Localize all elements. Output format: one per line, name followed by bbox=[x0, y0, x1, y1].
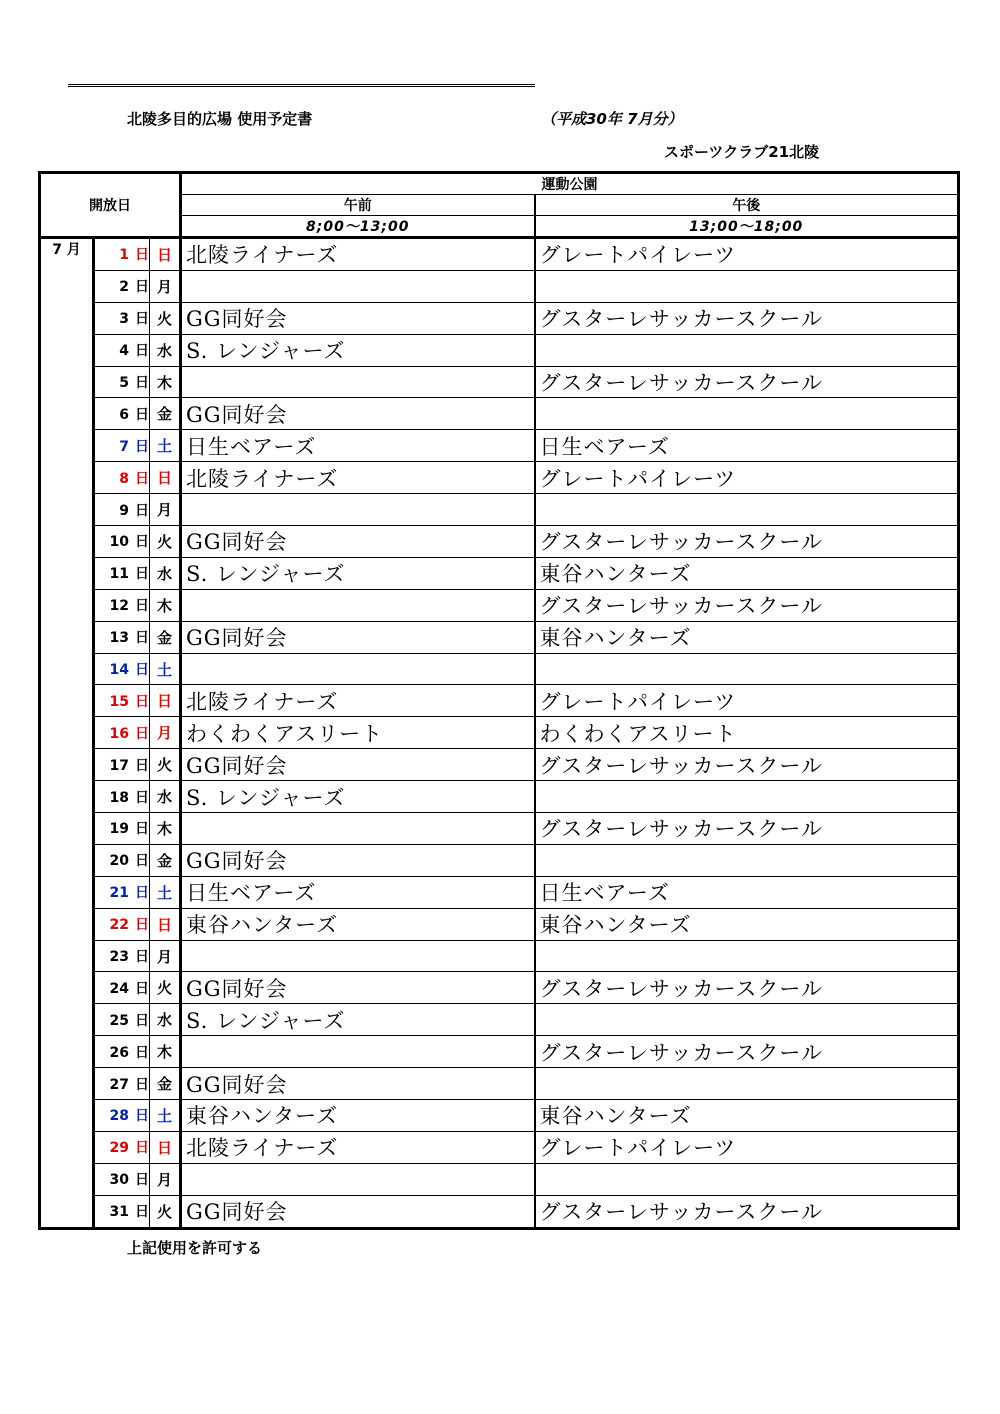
day-number bbox=[94, 398, 150, 430]
weekday: 金 bbox=[150, 1068, 181, 1100]
table-row bbox=[40, 462, 959, 494]
am-booking bbox=[181, 940, 535, 972]
am-booking: GG同好会 bbox=[181, 749, 535, 781]
weekday: 土 bbox=[150, 653, 181, 685]
day-suffix: 日 bbox=[135, 1076, 149, 1093]
pm-booking: 日生ベアーズ bbox=[535, 430, 959, 462]
day-number-value: 10 bbox=[109, 534, 129, 551]
am-booking bbox=[181, 366, 535, 398]
day-number bbox=[94, 781, 150, 813]
day-number-value: 27 bbox=[109, 1076, 129, 1093]
pm-booking: 東谷ハンターズ bbox=[535, 1100, 959, 1132]
day-number-value: 2 bbox=[119, 279, 129, 296]
table-row bbox=[40, 1068, 959, 1100]
am-booking: GG同好会 bbox=[181, 302, 535, 334]
day-number-value: 8 bbox=[119, 470, 129, 487]
pm-booking: グスターレサッカースクール bbox=[535, 972, 959, 1004]
am-booking: S. レンジャーズ bbox=[181, 334, 535, 366]
weekday: 木 bbox=[150, 366, 181, 398]
pm-booking bbox=[535, 940, 959, 972]
table-row bbox=[40, 1131, 959, 1163]
weekday: 火 bbox=[150, 1195, 181, 1228]
day-number bbox=[94, 494, 150, 526]
day-number-value: 6 bbox=[119, 406, 129, 423]
day-number-value: 11 bbox=[109, 566, 129, 583]
am-booking: 北陵ライナーズ bbox=[181, 1131, 535, 1163]
pm-booking: グスターレサッカースクール bbox=[535, 526, 959, 558]
am-booking: S. レンジャーズ bbox=[181, 557, 535, 589]
day-number-value: 9 bbox=[119, 502, 129, 519]
table-row bbox=[40, 334, 959, 366]
pm-booking: グスターレサッカースクール bbox=[535, 589, 959, 621]
day-number-value: 23 bbox=[109, 949, 129, 966]
pm-booking: グレートパイレーツ bbox=[535, 1131, 959, 1163]
approval-note: 上記使用を許可する bbox=[127, 1239, 263, 1257]
am-booking: GG同好会 bbox=[181, 844, 535, 876]
weekday: 日 bbox=[150, 238, 181, 271]
am-booking bbox=[181, 270, 535, 302]
day-suffix: 日 bbox=[135, 630, 149, 647]
day-number-value: 20 bbox=[109, 853, 129, 870]
day-number bbox=[94, 1004, 150, 1036]
day-suffix: 日 bbox=[135, 789, 149, 806]
weekday: 木 bbox=[150, 589, 181, 621]
day-number bbox=[94, 1163, 150, 1195]
am-booking: 日生ベアーズ bbox=[181, 430, 535, 462]
am-booking bbox=[181, 494, 535, 526]
pm-booking: グレートパイレーツ bbox=[535, 685, 959, 717]
day-suffix: 日 bbox=[135, 566, 149, 583]
weekday: 金 bbox=[150, 621, 181, 653]
day-number-value: 3 bbox=[119, 311, 129, 328]
am-booking: 日生ベアーズ bbox=[181, 876, 535, 908]
am-header: 午前 bbox=[181, 195, 535, 216]
weekday: 木 bbox=[150, 1036, 181, 1068]
weekday: 金 bbox=[150, 398, 181, 430]
day-suffix: 日 bbox=[135, 375, 149, 391]
day-number-value: 25 bbox=[109, 1012, 129, 1029]
table-row bbox=[40, 749, 959, 781]
day-suffix: 日 bbox=[135, 1172, 149, 1189]
day-suffix: 日 bbox=[135, 693, 149, 710]
am-booking: 北陵ライナーズ bbox=[181, 238, 535, 271]
pm-booking: グレートパイレーツ bbox=[535, 462, 959, 494]
pm-booking bbox=[535, 1163, 959, 1195]
day-suffix: 日 bbox=[135, 279, 149, 296]
table-row bbox=[40, 589, 959, 621]
day-number-value: 1 bbox=[119, 247, 129, 264]
day-suffix: 日 bbox=[135, 438, 149, 455]
day-suffix: 日 bbox=[135, 757, 149, 774]
day-number bbox=[94, 462, 150, 494]
am-booking: わくわくアスリート bbox=[181, 717, 535, 749]
document-title: 北陵多目的広場 使用予定書 bbox=[127, 110, 313, 128]
table-row bbox=[40, 844, 959, 876]
am-booking bbox=[181, 589, 535, 621]
weekday: 土 bbox=[150, 876, 181, 908]
day-suffix: 日 bbox=[135, 247, 149, 264]
day-number bbox=[94, 557, 150, 589]
pm-booking bbox=[535, 1004, 959, 1036]
table-row bbox=[40, 557, 959, 589]
am-booking bbox=[181, 813, 535, 845]
document-period: （平成30年 7月分） bbox=[541, 110, 683, 128]
day-number bbox=[94, 844, 150, 876]
table-row bbox=[40, 1163, 959, 1195]
weekday: 火 bbox=[150, 749, 181, 781]
weekday: 火 bbox=[150, 302, 181, 334]
day-suffix: 日 bbox=[135, 1012, 149, 1029]
am-booking: GG同好会 bbox=[181, 526, 535, 558]
day-suffix: 日 bbox=[135, 1140, 149, 1157]
day-number bbox=[94, 972, 150, 1004]
table-row bbox=[40, 1195, 959, 1228]
day-number-value: 24 bbox=[109, 980, 129, 997]
am-booking: 北陵ライナーズ bbox=[181, 685, 535, 717]
day-number bbox=[94, 717, 150, 749]
weekday: 木 bbox=[150, 813, 181, 845]
pm-booking: グスターレサッカースクール bbox=[535, 302, 959, 334]
day-suffix: 日 bbox=[135, 853, 149, 870]
table-row bbox=[40, 430, 959, 462]
table-row bbox=[40, 1100, 959, 1132]
day-number-value: 21 bbox=[109, 885, 129, 902]
weekday: 月 bbox=[150, 1163, 181, 1195]
day-suffix: 日 bbox=[135, 406, 149, 423]
day-number-value: 12 bbox=[109, 598, 129, 615]
pm-booking: 東谷ハンターズ bbox=[535, 557, 959, 589]
table-row bbox=[40, 238, 959, 271]
table-row bbox=[40, 781, 959, 813]
pm-booking: グスターレサッカースクール bbox=[535, 366, 959, 398]
weekday: 水 bbox=[150, 1004, 181, 1036]
table-row bbox=[40, 940, 959, 972]
weekday: 月 bbox=[150, 270, 181, 302]
am-booking: 北陵ライナーズ bbox=[181, 462, 535, 494]
day-suffix: 日 bbox=[135, 598, 149, 615]
table-row bbox=[40, 653, 959, 685]
table-row bbox=[40, 270, 959, 302]
weekday: 土 bbox=[150, 1100, 181, 1132]
day-number-value: 4 bbox=[119, 343, 129, 360]
day-suffix: 日 bbox=[135, 821, 149, 838]
am-booking: GG同好会 bbox=[181, 1195, 535, 1228]
pm-booking: グスターレサッカースクール bbox=[535, 1195, 959, 1228]
day-suffix: 日 bbox=[135, 885, 149, 902]
day-suffix: 日 bbox=[135, 917, 149, 934]
day-suffix: 日 bbox=[135, 1108, 149, 1125]
pm-booking: 東谷ハンターズ bbox=[535, 908, 959, 940]
am-booking: GG同好会 bbox=[181, 972, 535, 1004]
day-number-value: 14 bbox=[109, 662, 129, 679]
table-row bbox=[40, 494, 959, 526]
day-suffix: 日 bbox=[135, 1204, 149, 1221]
day-suffix: 日 bbox=[135, 343, 149, 360]
day-number-value: 28 bbox=[109, 1108, 129, 1125]
weekday: 日 bbox=[150, 908, 181, 940]
day-number bbox=[94, 876, 150, 908]
pm-booking bbox=[535, 844, 959, 876]
weekday: 日 bbox=[150, 1131, 181, 1163]
table-row bbox=[40, 908, 959, 940]
am-booking bbox=[181, 1163, 535, 1195]
table-row bbox=[40, 398, 959, 430]
top-rule bbox=[68, 84, 535, 87]
table-row bbox=[40, 813, 959, 845]
table-row bbox=[40, 717, 959, 749]
table-row bbox=[40, 621, 959, 653]
weekday: 土 bbox=[150, 430, 181, 462]
day-number bbox=[94, 589, 150, 621]
table-row bbox=[40, 1036, 959, 1068]
day-number-value: 19 bbox=[109, 821, 129, 838]
organization-name: スポーツクラブ21北陵 bbox=[664, 143, 820, 161]
weekday: 月 bbox=[150, 494, 181, 526]
pm-booking: わくわくアスリート bbox=[535, 717, 959, 749]
pm-booking bbox=[535, 334, 959, 366]
day-number bbox=[94, 302, 150, 334]
day-number bbox=[94, 334, 150, 366]
day-number bbox=[94, 366, 150, 398]
day-number bbox=[94, 653, 150, 685]
day-number bbox=[94, 270, 150, 302]
day-suffix: 日 bbox=[135, 725, 149, 742]
day-suffix: 日 bbox=[135, 949, 149, 966]
day-number-value: 26 bbox=[109, 1044, 129, 1061]
weekday: 水 bbox=[150, 334, 181, 366]
weekday: 金 bbox=[150, 844, 181, 876]
am-booking: GG同好会 bbox=[181, 1068, 535, 1100]
table-row bbox=[40, 876, 959, 908]
pm-booking bbox=[535, 1068, 959, 1100]
day-suffix: 日 bbox=[135, 980, 149, 997]
weekday: 火 bbox=[150, 526, 181, 558]
weekday: 月 bbox=[150, 717, 181, 749]
day-number bbox=[94, 813, 150, 845]
pm-header: 午後 bbox=[535, 195, 959, 216]
table-row bbox=[40, 526, 959, 558]
am-booking bbox=[181, 653, 535, 685]
pm-booking: グスターレサッカースクール bbox=[535, 749, 959, 781]
am-booking: GG同好会 bbox=[181, 621, 535, 653]
am-booking: 東谷ハンターズ bbox=[181, 908, 535, 940]
table-row bbox=[40, 685, 959, 717]
open-day-header: 開放日 bbox=[40, 173, 181, 238]
am-booking: S. レンジャーズ bbox=[181, 781, 535, 813]
day-number bbox=[94, 1068, 150, 1100]
pm-booking: グスターレサッカースクール bbox=[535, 813, 959, 845]
pm-booking: グレートパイレーツ bbox=[535, 238, 959, 271]
day-number-value: 15 bbox=[109, 693, 129, 710]
day-number bbox=[94, 526, 150, 558]
pm-booking bbox=[535, 781, 959, 813]
pm-booking: 東谷ハンターズ bbox=[535, 621, 959, 653]
day-number-value: 29 bbox=[109, 1140, 129, 1157]
day-number bbox=[94, 1036, 150, 1068]
day-number-value: 31 bbox=[109, 1204, 129, 1221]
am-booking: S. レンジャーズ bbox=[181, 1004, 535, 1036]
am-booking: GG同好会 bbox=[181, 398, 535, 430]
pm-booking bbox=[535, 653, 959, 685]
schedule-table bbox=[38, 171, 960, 1230]
weekday: 日 bbox=[150, 462, 181, 494]
pm-booking bbox=[535, 494, 959, 526]
pm-booking: グスターレサッカースクール bbox=[535, 1036, 959, 1068]
day-number bbox=[94, 621, 150, 653]
table-row bbox=[40, 302, 959, 334]
day-number bbox=[94, 908, 150, 940]
day-number bbox=[94, 238, 150, 271]
day-number-value: 17 bbox=[109, 757, 129, 774]
day-number-value: 18 bbox=[109, 789, 129, 806]
day-suffix: 日 bbox=[135, 470, 149, 487]
table-row bbox=[40, 366, 959, 398]
pm-booking: 日生ベアーズ bbox=[535, 876, 959, 908]
month-label: 7 月 bbox=[40, 238, 94, 1229]
weekday: 水 bbox=[150, 557, 181, 589]
table-row bbox=[40, 972, 959, 1004]
day-number bbox=[94, 1195, 150, 1228]
day-number-value: 30 bbox=[109, 1172, 129, 1189]
day-number-value: 16 bbox=[109, 725, 129, 742]
day-suffix: 日 bbox=[135, 1044, 149, 1061]
pm-time-header: 13;00〜18;00 bbox=[535, 216, 959, 238]
day-number bbox=[94, 749, 150, 781]
day-number-value: 7 bbox=[119, 438, 129, 455]
day-suffix: 日 bbox=[135, 662, 149, 679]
day-suffix: 日 bbox=[135, 502, 149, 519]
pm-booking bbox=[535, 398, 959, 430]
am-booking: 東谷ハンターズ bbox=[181, 1100, 535, 1132]
day-number-value: 5 bbox=[119, 375, 129, 391]
table-row bbox=[40, 1004, 959, 1036]
day-number-value: 13 bbox=[109, 630, 129, 647]
day-number-value: 22 bbox=[109, 917, 129, 934]
weekday: 水 bbox=[150, 781, 181, 813]
day-number bbox=[94, 430, 150, 462]
venue-header: 運動公園 bbox=[181, 173, 959, 195]
day-number bbox=[94, 1100, 150, 1132]
weekday: 月 bbox=[150, 940, 181, 972]
day-suffix: 日 bbox=[135, 534, 149, 551]
day-number bbox=[94, 685, 150, 717]
am-booking bbox=[181, 1036, 535, 1068]
day-number bbox=[94, 1131, 150, 1163]
weekday: 日 bbox=[150, 685, 181, 717]
am-time-header: 8;00〜13;00 bbox=[181, 216, 535, 238]
weekday: 火 bbox=[150, 972, 181, 1004]
pm-booking bbox=[535, 270, 959, 302]
day-suffix: 日 bbox=[135, 311, 149, 328]
day-number bbox=[94, 940, 150, 972]
